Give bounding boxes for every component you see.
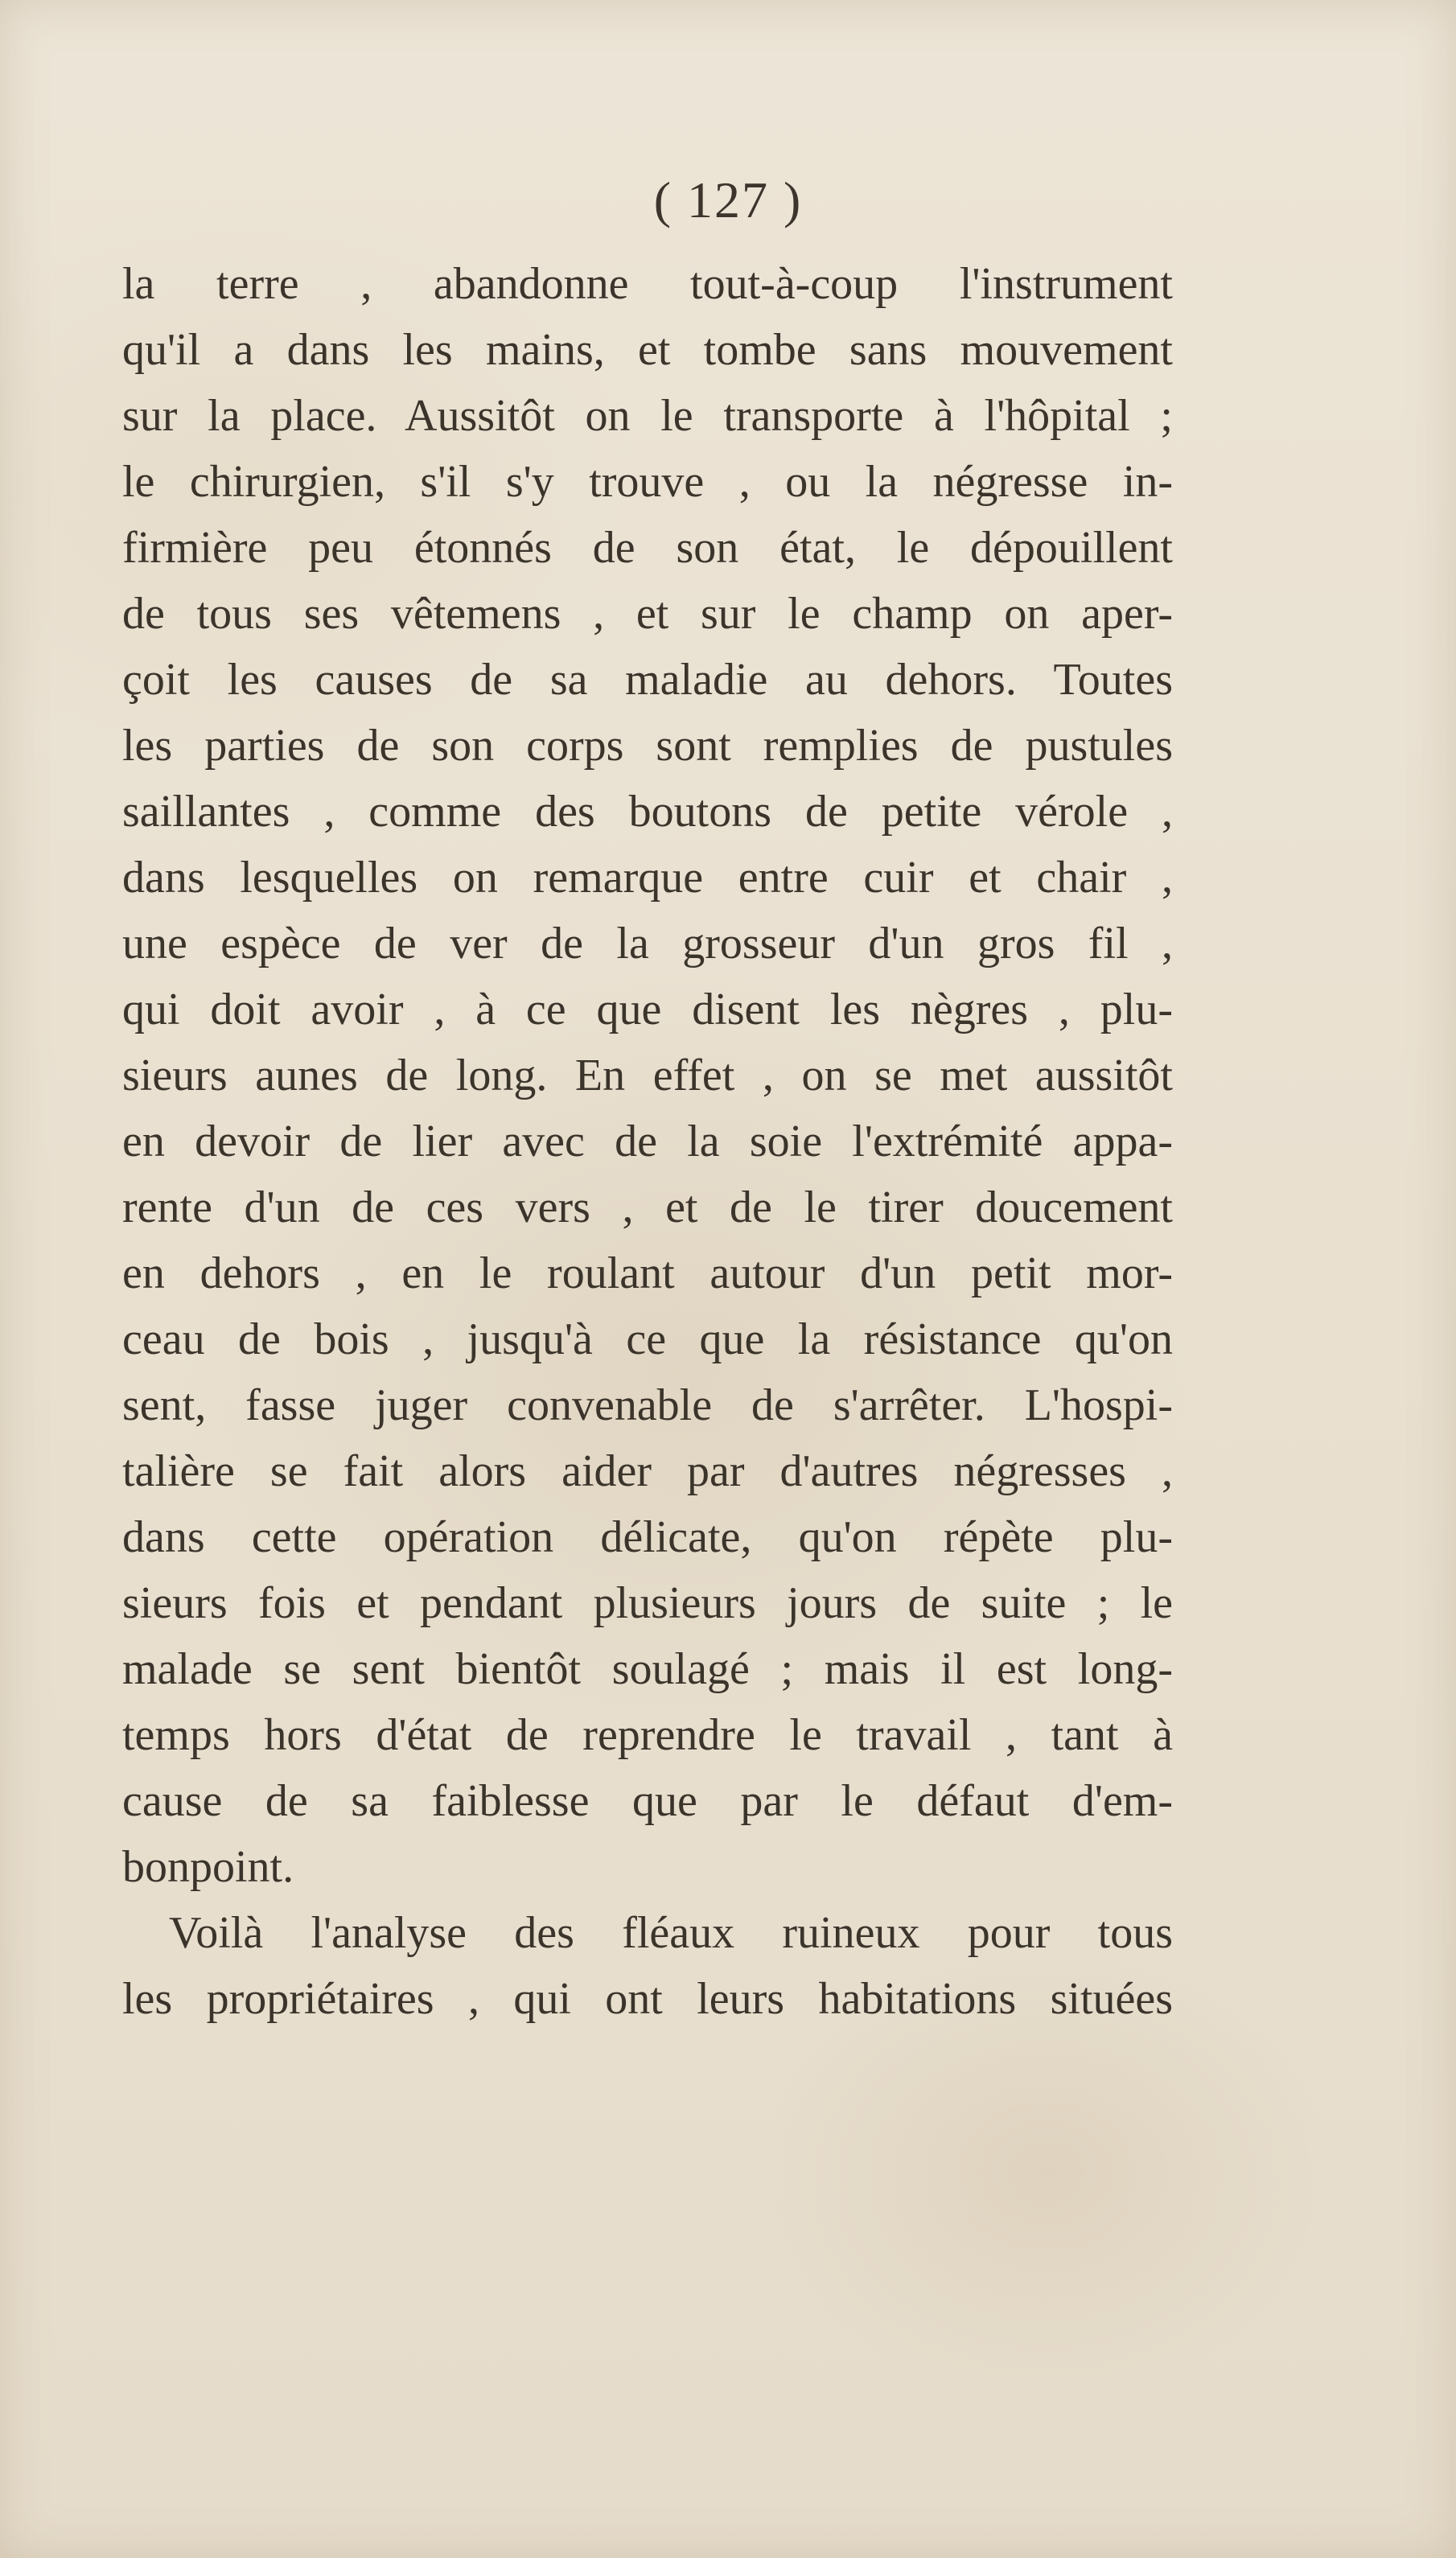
body-text [122,251,1173,2032]
text-line: sieurs fois et pendant plusieurs jours de suite ; le [122,1578,1173,1628]
text-line: bonpoint. [122,1842,294,1892]
text-line: en dehors , en le roulant autour d'un petit mor- [122,1248,1173,1298]
text-line: temps hors d'état de reprendre le travail , tant à [122,1710,1173,1760]
text-line: sent, fasse juger convenable de s'arrêter. L'hospi- [122,1380,1173,1430]
text-line: talière se fait alors aider par d'autres négresses , [122,1446,1173,1496]
text-line: rente d'un de ces vers , et de le tirer doucement [122,1182,1173,1232]
text-line: les propriétaires , qui ont leurs habitations situées [122,1974,1173,2024]
text-line: une espèce de ver de la grosseur d'un gros fil , [122,919,1173,969]
text-line: en devoir de lier avec de la soie l'extrémité appa- [122,1117,1173,1166]
paragraph-start-line: Voilà l'analyse des fléaux ruineux pour tous [169,1908,1173,1958]
text-line: qui doit avoir , à ce que disent les nègres , plu- [122,985,1173,1034]
text-line: çoit les causes de sa maladie au dehors. Toutes [122,655,1173,705]
text-line: dans cette opération délicate, qu'on répète plu- [122,1512,1173,1562]
text-line: dans lesquelles on remarque entre cuir et chair , [122,853,1173,903]
text-line: ceau de bois , jusqu'à ce que la résistance qu'on [122,1314,1173,1364]
text-line: saillantes , comme des boutons de petite vérole , [122,787,1173,837]
page-number: ( 127 ) [653,171,803,228]
text-line: cause de sa faiblesse que par le défaut d'em- [122,1776,1173,1826]
text-line: la terre , abandonne tout-à-coup l'instrument [122,259,1173,309]
text-line: firmière peu étonnés de son état, le dépouillent [122,523,1173,573]
text-line: le chirurgien, s'il s'y trouve , ou la négresse in- [122,457,1173,507]
text-line: sieurs aunes de long. En effet , on se met aussitôt [122,1051,1173,1100]
text-line: sur la place. Aussitôt on le transporte à l'hôpital ; [122,391,1173,441]
text-line: malade se sent bientôt soulagé ; mais il est long- [122,1644,1173,1694]
text-line: de tous ses vêtemens , et sur le champ on aper- [122,589,1173,639]
text-line: qu'il a dans les mains, et tombe sans mouvement [122,325,1173,375]
text-line: les parties de son corps sont remplies de pustules [122,721,1173,771]
